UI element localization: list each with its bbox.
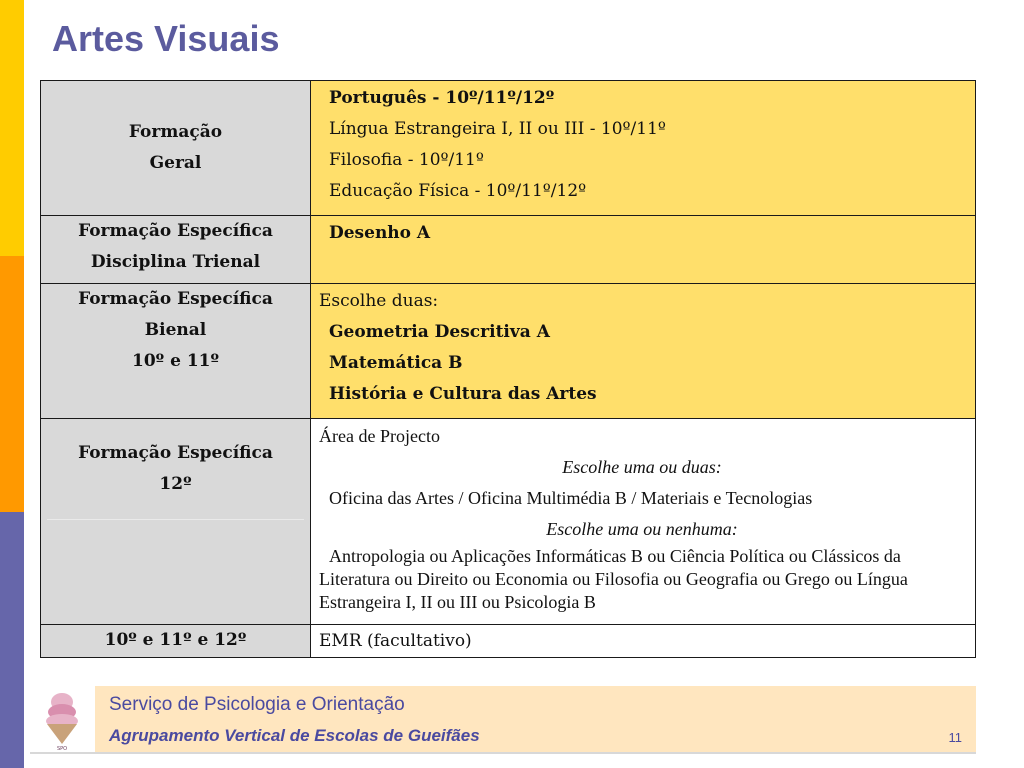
row-label-emr: 10º e 11º e 12º — [41, 625, 311, 658]
side-bar-orange — [0, 256, 24, 512]
table-row — [41, 625, 976, 658]
row-label-line: 10º e 11º — [132, 351, 219, 371]
row-label-12 — [41, 419, 311, 625]
row-content-emr: EMR (facultativo) — [311, 625, 976, 658]
choice-intro: Escolhe duas: — [319, 291, 439, 311]
curriculum-table — [40, 80, 976, 658]
row-label-line: Formação Específica — [78, 289, 273, 309]
row-label-line: 12º — [159, 474, 192, 494]
row-label-12-top — [47, 419, 304, 520]
side-bar-yellow — [0, 0, 24, 256]
options-one-none-text: Antropologia ou Aplicações Informáticas B ou Ciência Política ou Clássicos da Literatura ou Direito ou Economia ou Filosofia ou Geografia ou Grego ou Língua Estrangeira I, II ou III ou Psicologia B — [319, 546, 908, 612]
subject-item: Português - 10º/11º/12º — [329, 88, 555, 108]
subject-item: Matemática B — [329, 353, 463, 373]
subject-item: Língua Estrangeira I, II ou III - 10º/11º — [329, 119, 666, 139]
footer — [30, 686, 976, 752]
options-one-none — [319, 545, 965, 616]
subject-item: História e Cultura das Artes — [329, 384, 597, 404]
subject-item: Desenho A — [329, 223, 431, 243]
table-row — [41, 216, 976, 284]
svg-text:SPO: SPO — [56, 746, 68, 752]
subject-item: Educação Física - 10º/11º/12º — [329, 181, 587, 201]
row-label-line: Formação Específica — [78, 443, 273, 463]
footer-band — [94, 686, 976, 752]
row-label-line: Geral — [149, 153, 202, 173]
choice-intro: Escolhe uma ou nenhuma: — [546, 519, 738, 539]
row-content-formacao-geral — [311, 81, 976, 216]
row-label-12-bottom — [47, 520, 304, 624]
row-content-12 — [311, 419, 976, 625]
row-label-formacao-geral — [41, 81, 311, 216]
row-content-bienal — [311, 284, 976, 419]
row-label-bienal — [41, 284, 311, 419]
area-projecto: Área de Projecto — [319, 426, 440, 446]
row-content-trienal — [311, 216, 976, 284]
side-bar-purple — [0, 512, 24, 768]
row-label-trienal — [41, 216, 311, 284]
choice-intro: Escolhe uma ou duas: — [562, 457, 722, 477]
options-one-two: Oficina das Artes / Oficina Multimédia B / Materiais e Tecnologias — [329, 488, 813, 508]
page-number: 11 — [948, 730, 962, 745]
table-row — [41, 81, 976, 216]
row-label-line: Disciplina Trienal — [90, 252, 261, 272]
row-label-line: Bienal — [144, 320, 207, 340]
footer-service-name: Serviço de Psicologia e Orientação — [109, 694, 405, 715]
footer-school-name: Agrupamento Vertical de Escolas de Gueifães — [109, 726, 480, 745]
logo-graphic — [34, 688, 90, 752]
subject-item: Geometria Descritiva A — [329, 322, 550, 342]
footer-divider — [30, 752, 976, 754]
table-row — [41, 284, 976, 419]
row-label-line: Formação Específica — [78, 221, 273, 241]
subject-item: Filosofia - 10º/11º — [329, 150, 484, 170]
row-label-line: Formação — [128, 122, 223, 142]
table-row — [41, 419, 976, 625]
slide-title: Artes Visuais — [52, 18, 280, 59]
ice-cream-cone-logo — [30, 686, 94, 752]
